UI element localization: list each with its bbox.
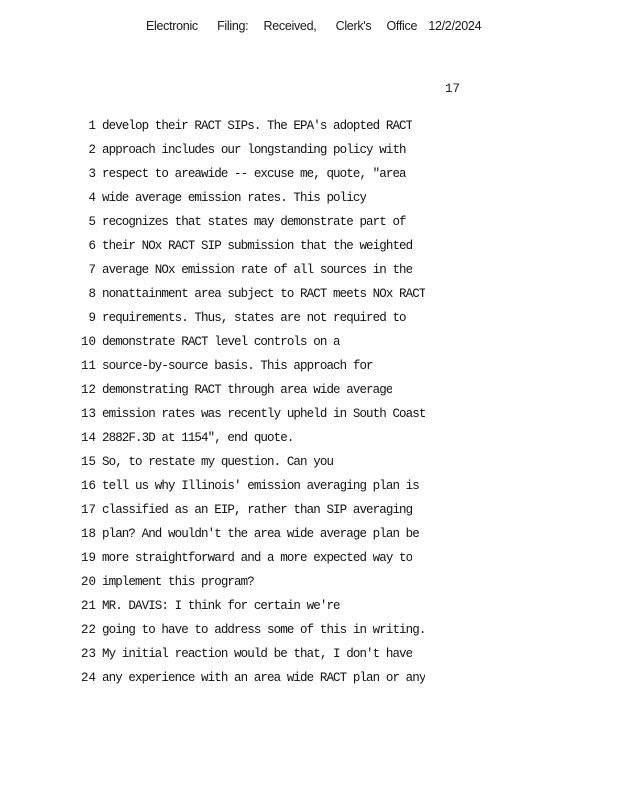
line-number: 11 [80,359,96,373]
transcript-line [0,358,618,382]
transcript-body [0,118,618,694]
line-text: implement this program? [102,575,254,589]
line-number: 8 [88,287,96,301]
transcript-line [0,382,618,406]
line-text: average NOx emission rate of all sources in the [102,263,413,277]
line-number: 14 [80,431,96,445]
line-text: recognizes that states may demonstrate part of [102,215,406,229]
line-number: 15 [80,455,96,469]
transcript-line [0,406,618,430]
line-text: 2882F.3D at 1154", end quote. [102,431,294,445]
transcript-line [0,598,618,622]
line-text: requirements. Thus, states are not required to [102,311,406,325]
line-number: 6 [88,239,96,253]
line-text: going to have to address some of this in writing. [102,623,426,637]
line-text: tell us why Illinois' emission averaging plan is [102,479,419,493]
header-word-electronic: Electronic [146,19,198,33]
transcript-line [0,646,618,670]
line-text: emission rates was recently upheld in South Coast [102,407,426,421]
page-number: 17 [445,82,461,96]
transcript-line [0,478,618,502]
header-word-office: Office [386,19,418,33]
transcript-line [0,286,618,310]
transcript-line [0,238,618,262]
line-text: their NOx RACT SIP submission that the weighted [102,239,413,253]
line-text: develop their RACT SIPs. The EPA's adopted RACT [102,119,413,133]
line-number: 3 [88,167,96,181]
line-text: wide average emission rates. This policy [102,191,367,205]
line-number: 12 [80,383,96,397]
transcript-line [0,142,618,166]
transcript-line [0,214,618,238]
line-number: 20 [80,575,96,589]
line-number: 23 [80,647,96,661]
line-text: demonstrate RACT level controls on a [102,335,340,349]
line-text: My initial reaction would be that, I don't have [102,647,413,661]
line-number: 1 [88,119,96,133]
transcript-line [0,190,618,214]
line-number: 2 [88,143,96,157]
header-date: 12/2/2024 [428,19,482,33]
transcript-line [0,118,618,142]
transcript-line [0,166,618,190]
line-number: 18 [80,527,96,541]
line-text: nonattainment area subject to RACT meets NOx RACT [102,287,426,301]
line-number: 16 [80,479,96,493]
line-text: MR. DAVIS: I think for certain we're [102,599,340,613]
line-text: respect to areawide -- excuse me, quote, "area [102,167,406,181]
line-text: So, to restate my question. Can you [102,455,334,469]
line-text: source-by-source basis. This approach for [102,359,373,373]
line-number: 13 [80,407,96,421]
transcript-line [0,430,618,454]
line-text: approach includes our longstanding policy with [102,143,406,157]
transcript-line [0,502,618,526]
line-number: 17 [80,503,96,517]
line-text: more straightforward and a more expected way to [102,551,413,565]
header-word-received: Received, [263,19,317,33]
line-text: any experience with an area wide RACT plan or any [102,671,426,685]
line-number: 21 [80,599,96,613]
line-text: classified as an EIP, rather than SIP averaging [102,503,413,517]
transcript-line [0,622,618,646]
transcript-line [0,262,618,286]
transcript-line [0,574,618,598]
transcript-line [0,454,618,478]
header-word-clerks: Clerk's [335,19,372,33]
transcript-line [0,310,618,334]
line-number: 10 [80,335,96,349]
header-word-filing: Filing: [217,19,249,33]
line-number: 4 [88,191,96,205]
line-number: 22 [80,623,96,637]
transcript-line [0,550,618,574]
transcript-line [0,526,618,550]
transcript-line [0,670,618,694]
line-number: 24 [80,671,96,685]
transcript-line [0,334,618,358]
line-text: plan? And wouldn't the area wide average plan be [102,527,419,541]
line-number: 5 [88,215,96,229]
line-number: 19 [80,551,96,565]
line-number: 9 [88,311,96,325]
filing-stamp-header [146,19,481,33]
line-number: 7 [88,263,96,277]
line-text: demonstrating RACT through area wide average [102,383,393,397]
